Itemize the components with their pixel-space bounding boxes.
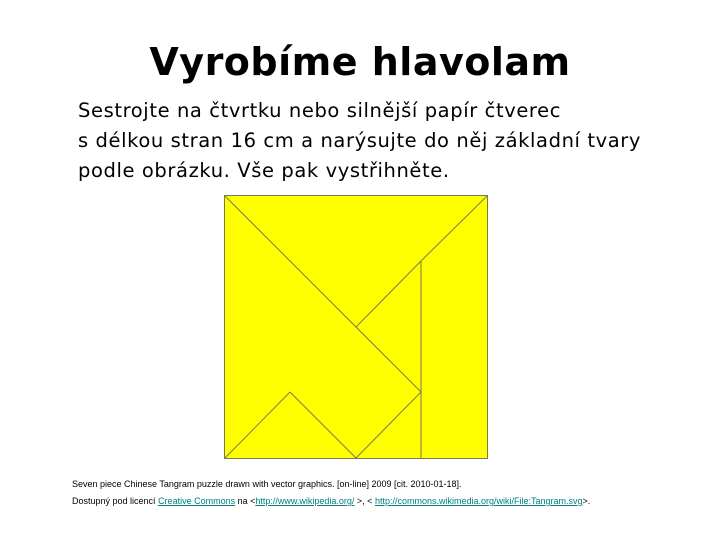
instruction-line-1: Sestrojte na čtvrtku nebo silnější papír čtverec [78, 99, 562, 122]
slide-title: Vyrobíme hlavolam [149, 40, 571, 84]
credit-separator-1: na < [235, 496, 256, 506]
wikipedia-link[interactable]: http://www.wikipedia.org/ [255, 496, 355, 506]
commons-file-link[interactable]: http://commons.wikimedia.org/wiki/File:Tangram.svg [374, 496, 583, 506]
credit-separator-2: >, < [354, 496, 375, 506]
credit-license-prefix: Dostupný pod licencí [72, 496, 159, 506]
image-credit [72, 476, 712, 510]
tangram-figure [224, 195, 488, 459]
credit-line-1: Seven piece Chinese Tangram puzzle drawn with vector graphics. [on-line] 2009 [cit. 2010-01-18]. [72, 479, 462, 489]
instruction-line-3: podle obrázku. Vše pak vystřihněte. [78, 159, 450, 182]
instruction-line-2: s délkou stran 16 cm a narýsujte do něj základní tvary [78, 129, 642, 152]
instruction-text [78, 96, 708, 186]
credit-line-2 [72, 493, 712, 510]
credit-suffix: >. [582, 496, 591, 506]
creative-commons-link[interactable]: Creative Commons [158, 496, 236, 506]
